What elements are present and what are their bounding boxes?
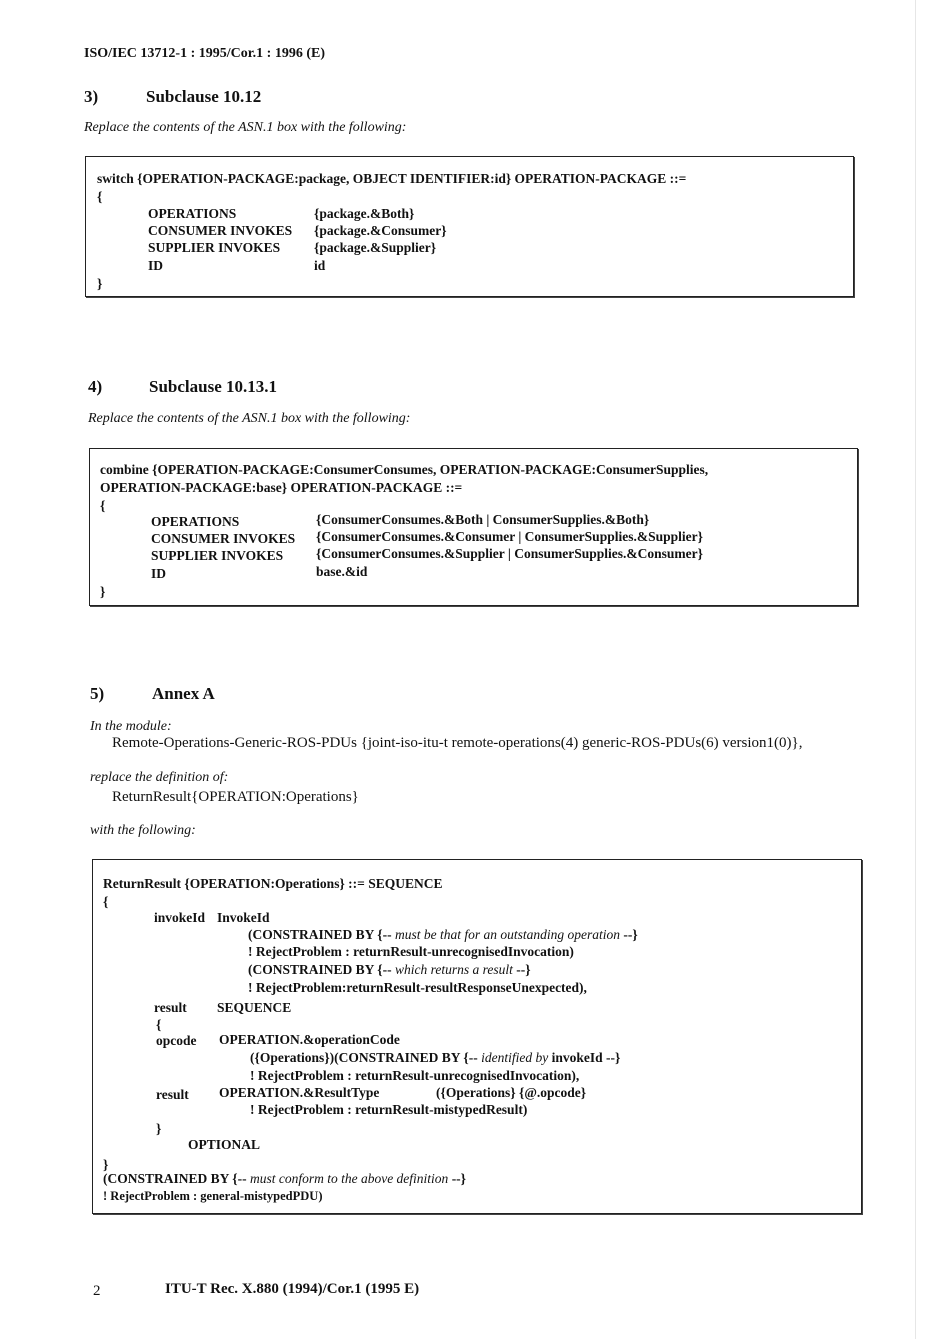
box5-line: OPTIONAL — [188, 1137, 261, 1152]
box4-row-key: ID — [151, 566, 167, 581]
section-4-instruction: Replace the contents of the ASN.1 box with the following: — [88, 411, 411, 426]
box4-row-key: SUPPLIER INVOKES — [151, 548, 284, 563]
module-name: Remote-Operations-Generic-ROS-PDUs {joint-iso-itu-t remote-operations(4) generic-ROS-PDUs(6) version1(0)}, — [112, 735, 803, 751]
box5-line: } — [103, 1157, 109, 1172]
section-5-title: Annex A — [152, 684, 215, 703]
box5-line: OPERATION.&ResultType — [219, 1085, 380, 1100]
box3-row-val: {package.&Supplier} — [314, 240, 437, 255]
box5-line: ({Operations})(CONSTRAINED BY {-- identified by invokeId --} — [250, 1050, 621, 1065]
page-edge-line — [915, 0, 916, 1339]
in-module-label: In the module: — [90, 719, 172, 734]
box3-row-val: id — [314, 258, 326, 273]
section-5-number: 5) — [90, 684, 105, 703]
box5-line: InvokeId — [217, 910, 270, 925]
box4-row-val: base.&id — [316, 564, 368, 579]
box3-row-key: OPERATIONS — [148, 206, 237, 221]
box4-row-val: {ConsumerConsumes.&Consumer | ConsumerSupplies.&Supplier} — [316, 529, 703, 544]
box5-line: } — [156, 1121, 162, 1136]
asn1-box-section-4 — [89, 448, 858, 606]
box5-line: ReturnResult {OPERATION:Operations} ::= SEQUENCE — [103, 876, 443, 891]
section-3-title: Subclause 10.12 — [146, 87, 262, 106]
box5-line: result — [154, 1000, 187, 1015]
box5-line: ! RejectProblem : general-mistypedPDU) — [103, 1189, 323, 1203]
box4-row-key: CONSUMER INVOKES — [151, 531, 296, 546]
section-3-instruction: Replace the contents of the ASN.1 box with the following: — [84, 120, 407, 135]
box5-line: ! RejectProblem:returnResult-resultResponseUnexpected), — [248, 980, 587, 995]
box5-line: ! RejectProblem : returnResult-unrecognisedInvocation), — [250, 1068, 580, 1083]
box5-line: OPERATION.&operationCode — [219, 1032, 400, 1047]
box4-row-val: {ConsumerConsumes.&Supplier | ConsumerSupplies.&Consumer} — [316, 546, 703, 561]
box3-close-brace: } — [97, 276, 103, 291]
box5-line: (CONSTRAINED BY {-- must be that for an outstanding operation --} — [248, 927, 638, 942]
box4-open-brace: { — [100, 498, 106, 513]
section-4-number: 4) — [88, 377, 103, 396]
box5-line: { — [103, 894, 109, 909]
box4-row-val: {ConsumerConsumes.&Both | ConsumerSupplies.&Both} — [316, 512, 650, 527]
box3-row-val: {package.&Both} — [314, 206, 415, 221]
box3-row-key: CONSUMER INVOKES — [148, 223, 293, 238]
replace-definition: ReturnResult{OPERATION:Operations} — [112, 789, 359, 805]
asn1-box-section-5 — [92, 859, 862, 1214]
box5-line: result — [156, 1087, 189, 1102]
box5-line: ({Operations} {@.opcode} — [436, 1085, 587, 1100]
box4-close-brace: } — [100, 584, 106, 599]
box3-row-key: ID — [148, 258, 164, 273]
box5-line: (CONSTRAINED BY {-- which returns a result --} — [248, 962, 531, 977]
box4-line2: OPERATION-PACKAGE:base} OPERATION-PACKAGE ::= — [100, 480, 463, 495]
with-label: with the following: — [90, 823, 196, 838]
box4-line1: combine {OPERATION-PACKAGE:ConsumerConsumes, OPERATION-PACKAGE:ConsumerSupplies, — [100, 462, 709, 477]
box4-row-key: OPERATIONS — [151, 514, 240, 529]
box3-open-brace: { — [97, 189, 103, 204]
page-number: 2 — [93, 1283, 101, 1299]
box5-line: SEQUENCE — [217, 1000, 292, 1015]
asn1-box-section-3 — [85, 156, 854, 297]
box5-line: opcode — [156, 1033, 197, 1048]
box3-row-val: {package.&Consumer} — [314, 223, 447, 238]
box3-line1: switch {OPERATION-PACKAGE:package, OBJECT IDENTIFIER:id} OPERATION-PACKAGE ::= — [97, 171, 687, 186]
box5-line: ! RejectProblem : returnResult-unrecognisedInvocation) — [248, 944, 574, 959]
box3-row-key: SUPPLIER INVOKES — [148, 240, 281, 255]
footer-reference: ITU-T Rec. X.880 (1994)/Cor.1 (1995 E) — [165, 1281, 420, 1297]
box5-line: ! RejectProblem : returnResult-mistypedResult) — [250, 1102, 528, 1117]
section-4-title: Subclause 10.13.1 — [149, 377, 277, 396]
section-3-number: 3) — [84, 87, 99, 106]
document-header: ISO/IEC 13712-1 : 1995/Cor.1 : 1996 (E) — [84, 46, 325, 61]
replace-label: replace the definition of: — [90, 770, 229, 785]
box5-line: invokeId — [154, 910, 206, 925]
box5-line: { — [156, 1017, 162, 1032]
box5-line: (CONSTRAINED BY {-- must conform to the above definition --} — [103, 1171, 466, 1186]
